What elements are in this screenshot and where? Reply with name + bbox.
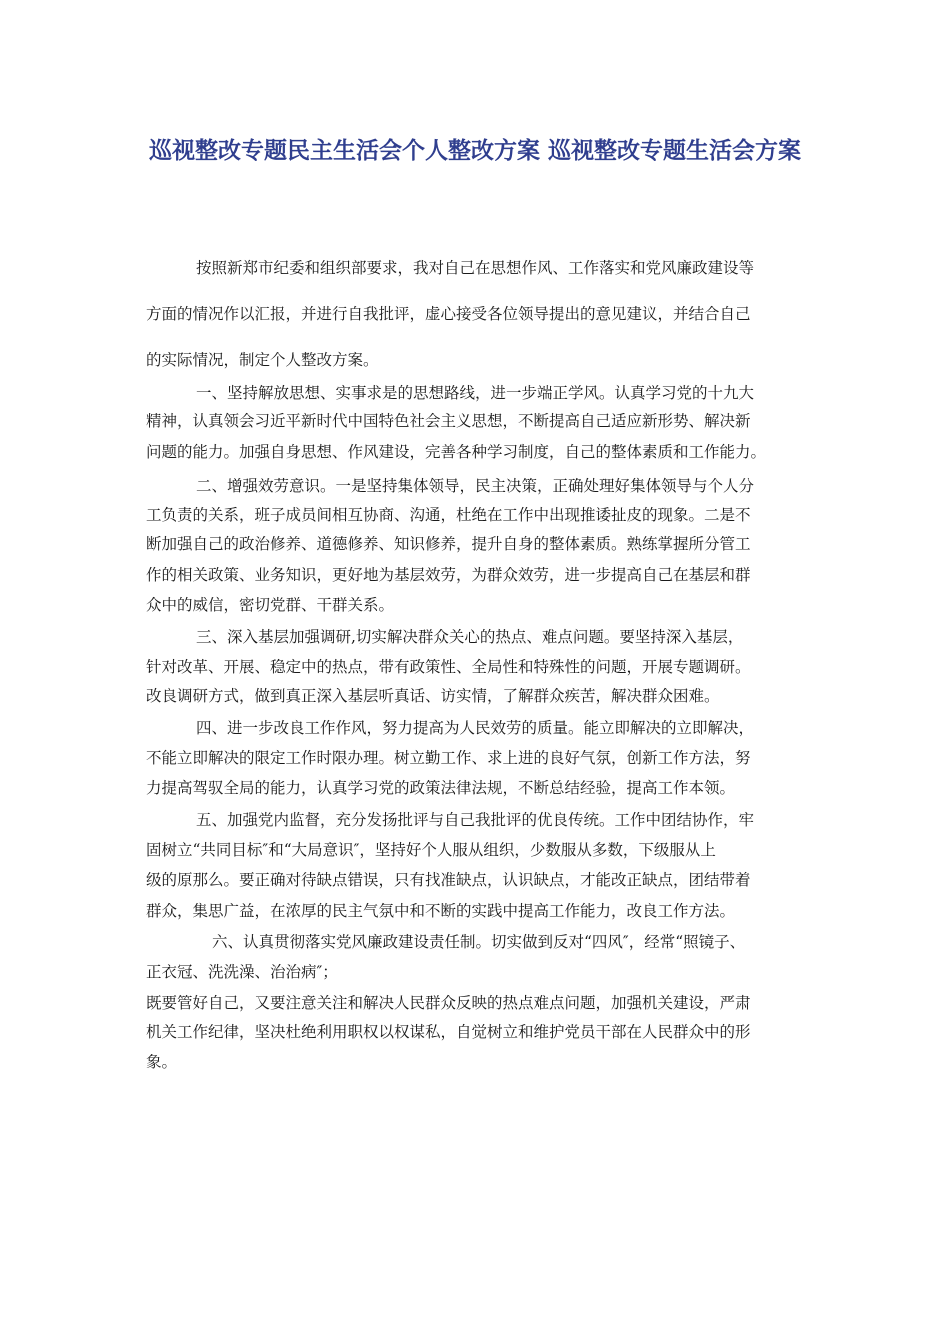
paragraph-line: 既要管好自己，又要注意关注和解决人民群众反映的热点难点问题，加强机关建设，严肃 [146, 994, 751, 1012]
paragraph-line: 一、坚持解放思想、实事求是的思想路线，进一步端正学风。认真学习党的十九大 [196, 384, 755, 402]
paragraph-line: 象。 [146, 1053, 178, 1071]
paragraph-line: 二、增强效劳意识。一是坚持集体领导，民主决策，正确处理好集体领导与个人分 [196, 477, 755, 495]
paragraph-line: 正衣冠、洗洗澡、治治病″； [146, 963, 338, 981]
paragraph-line: 四、进一步改良工作作风，努力提高为人民效劳的质量。能立即解决的立即解决， [196, 719, 755, 737]
paragraph-line: 的实际情况，制定个人整改方案。 [146, 351, 379, 369]
paragraph-line: 级的原那么。要正确对待缺点错误，只有找准缺点，认识缺点，才能改正缺点，团结带着 [146, 871, 751, 889]
paragraph-line: 六、认真贯彻落实党风廉政建设责任制。切实做到反对“四风″，经常“照镜子、 [212, 933, 746, 951]
document-title: 巡视整改专题民主生活会个人整改方案 巡视整改专题生活会方案 [148, 138, 801, 164]
paragraph-line: 作的相关政策、业务知识，更好地为基层效劳，为群众效劳，进一步提高自己在基层和群 [146, 566, 751, 584]
paragraph-line: 五、加强党内监督，充分发扬批评与自己我批评的优良传统。工作中团结协作，牢 [196, 811, 755, 829]
paragraph-line: 机关工作纪律，坚决杜绝利用职权以权谋私，自觉树立和维护党员干部在人民群众中的形 [146, 1023, 751, 1041]
paragraph-line: 方面的情况作以汇报，并进行自我批评，虚心接受各位领导提出的意见建议，并结合自己 [146, 305, 751, 323]
paragraph-line: 众中的威信，密切党群、干群关系。 [146, 596, 395, 614]
paragraph-line: 群众，集思广益，在浓厚的民主气氛中和不断的实践中提高工作能力，改良工作方法。 [146, 902, 736, 920]
paragraph-line: 固树立“共同目标″和“大局意识″，坚持好个人服从组织，少数服从多数，下级服从上 [146, 841, 716, 859]
paragraph-line: 问题的能力。加强自身思想、作风建设，完善各种学习制度，自己的整体素质和工作能力。 [146, 443, 767, 461]
paragraph-line: 力提高驾驭全局的能力，认真学习党的政策法律法规，不断总结经验，提高工作本领。 [146, 779, 736, 797]
paragraph-line: 工负责的关系，班子成员间相互协商、沟通，杜绝在工作中出现推诿扯皮的现象。二是不 [146, 506, 751, 524]
paragraph-line: 改良调研方式，做到真正深入基层听真话、访实情，了解群众疾苦，解决群众困难。 [146, 687, 720, 705]
paragraph-line: 针对改革、开展、稳定中的热点，带有政策性、全局性和特殊性的问题，开展专题调研。 [146, 658, 751, 676]
paragraph-line: 精神，认真领会习近平新时代中国特色社会主义思想，不断提高自己适应新形势、解决新 [146, 412, 751, 430]
paragraph-line: 三、深入基层加强调研,切实解决群众关心的热点、难点问题。要坚持深入基层， [196, 628, 744, 646]
paragraph-line: 断加强自己的政治修养、道德修养、知识修养，提升自身的整体素质。熟练掌握所分管工 [146, 535, 751, 553]
paragraph-line: 按照新郑市纪委和组织部要求，我对自己在思想作风、工作落实和党风廉政建设等 [196, 259, 755, 277]
paragraph-line: 不能立即解决的限定工作时限办理。树立勤工作、求上进的良好气氛，创新工作方法，努 [146, 749, 751, 767]
